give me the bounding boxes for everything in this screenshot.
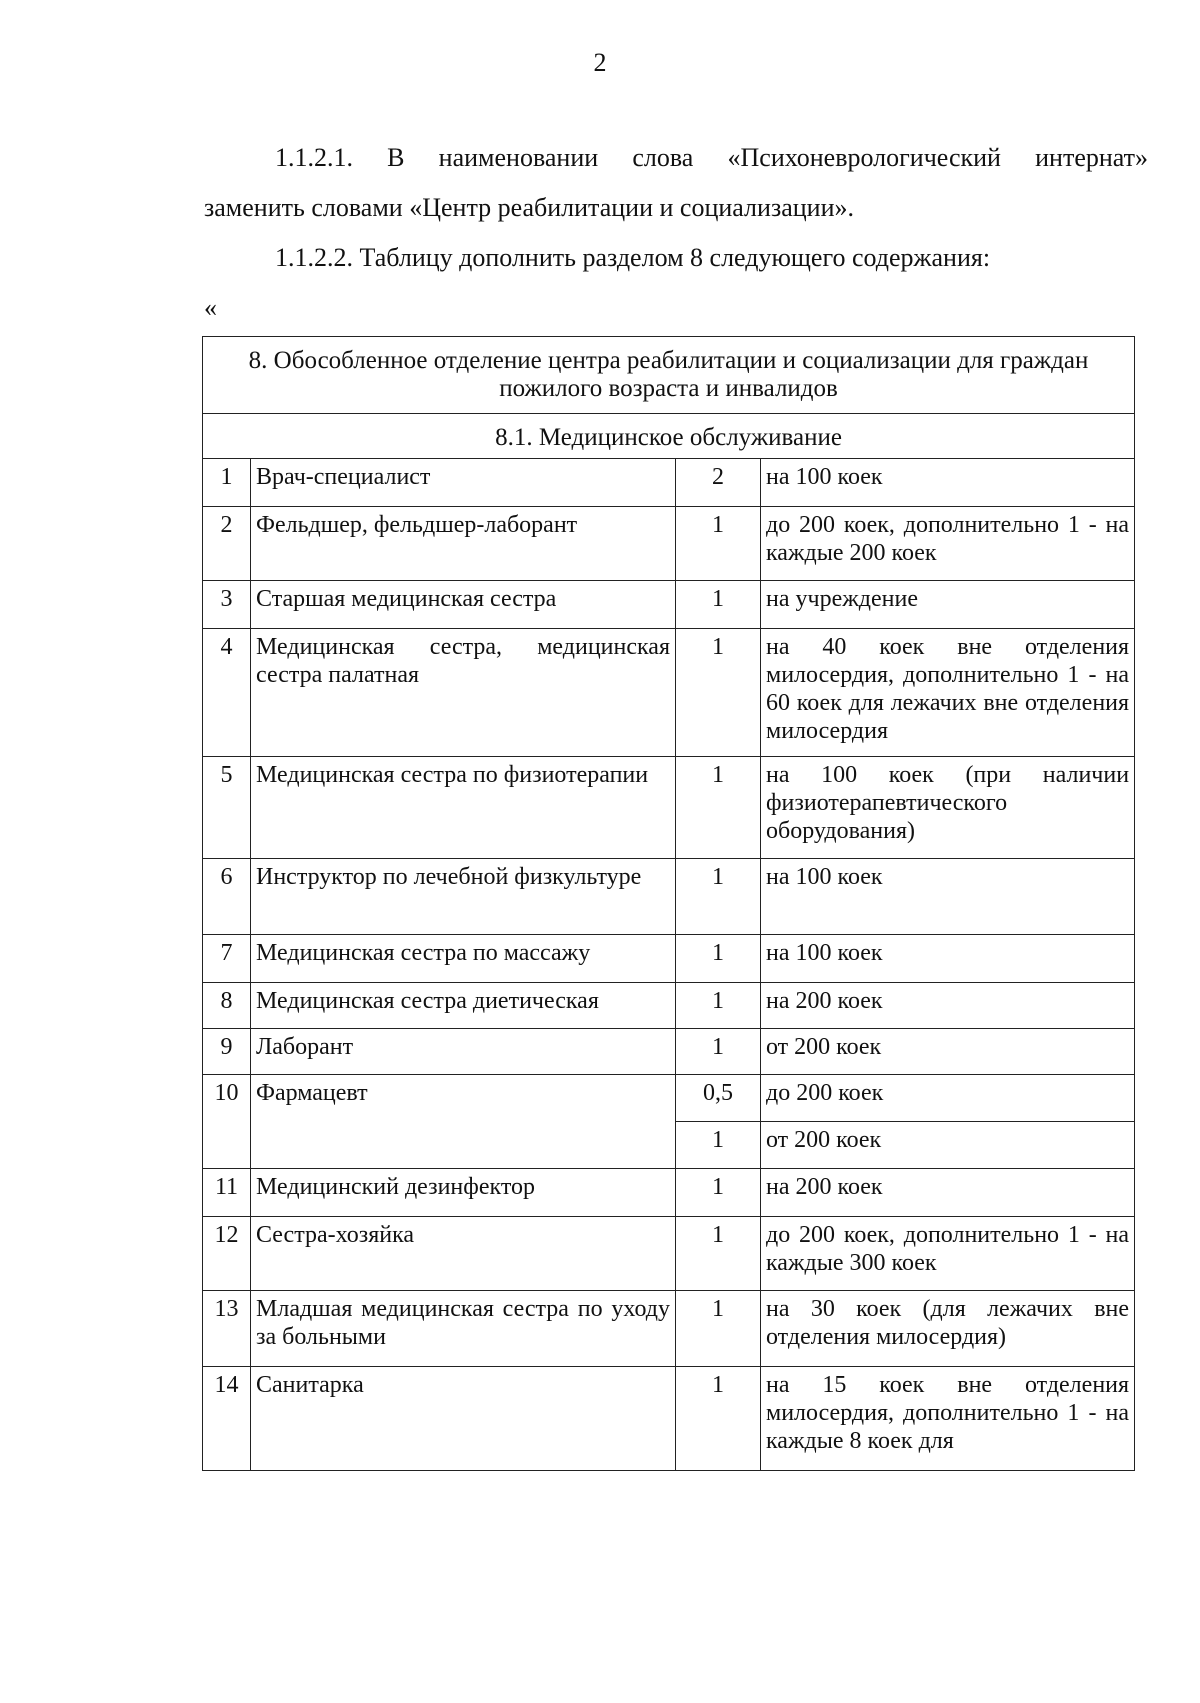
staff-units: 1 — [676, 629, 761, 757]
staffing-norm: на 200 коек — [761, 983, 1135, 1029]
table-row — [203, 935, 1135, 983]
subsection-title: 8.1. Медицинское обслуживание — [203, 414, 1135, 459]
position-name: Младшая медицинская сестра по уходу за больными — [251, 1291, 676, 1367]
table-row — [203, 1075, 1135, 1122]
staffing-norm: от 200 коек — [761, 1029, 1135, 1075]
position-name: Медицинский дезинфектор — [251, 1169, 676, 1217]
table-row — [203, 1169, 1135, 1217]
staff-units: 1 — [676, 935, 761, 983]
table-row — [203, 757, 1135, 859]
row-number: 10 — [203, 1075, 251, 1169]
row-number: 11 — [203, 1169, 251, 1217]
staff-units: 1 — [676, 757, 761, 859]
staff-units: 1 — [676, 1217, 761, 1291]
staff-units: 0,5 — [676, 1075, 761, 1122]
staff-units: 1 — [676, 983, 761, 1029]
table-row — [203, 1217, 1135, 1291]
position-name: Врач-специалист — [251, 459, 676, 507]
row-number: 4 — [203, 629, 251, 757]
table-row — [203, 1291, 1135, 1367]
table-row — [203, 581, 1135, 629]
staff-units: 1 — [676, 1291, 761, 1367]
row-number: 14 — [203, 1367, 251, 1471]
table-row — [203, 1029, 1135, 1075]
position-name: Санитарка — [251, 1367, 676, 1471]
staff-units: 1 — [676, 1029, 761, 1075]
paragraph-1-1-2-2: 1.1.2.2. Таблицу дополнить разделом 8 следующего содержания: — [275, 243, 991, 272]
staffing-norm: на учреждение — [761, 581, 1135, 629]
row-number: 8 — [203, 983, 251, 1029]
row-number: 9 — [203, 1029, 251, 1075]
position-name: Фармацевт — [251, 1075, 676, 1169]
position-name: Фельдшер, фельдшер-лаборант — [251, 507, 676, 581]
staffing-norm: на 30 коек (для лежачих вне отделения милосердия) — [761, 1291, 1135, 1367]
table-row — [203, 983, 1135, 1029]
position-name: Медицинская сестра по массажу — [251, 935, 676, 983]
row-number: 12 — [203, 1217, 251, 1291]
row-number: 2 — [203, 507, 251, 581]
row-number: 13 — [203, 1291, 251, 1367]
staffing-norm: на 100 коек — [761, 935, 1135, 983]
staff-units: 1 — [676, 1169, 761, 1217]
table-row — [203, 459, 1135, 507]
staff-units: 1 — [676, 859, 761, 935]
opening-quote: « — [204, 293, 217, 322]
paragraph-1-1-2-1: 1.1.2.1. В наименовании слова «Психоневрологический интернат» — [275, 143, 1148, 172]
row-number: 3 — [203, 581, 251, 629]
staff-units: 1 — [676, 507, 761, 581]
table-row — [203, 629, 1135, 757]
staffing-norm: до 200 коек, дополнительно 1 - на каждые 200 коек — [761, 507, 1135, 581]
staffing-norm: на 100 коек (при наличии физиотерапевтического оборудования) — [761, 757, 1135, 859]
position-name: Медицинская сестра по физиотерапии — [251, 757, 676, 859]
staffing-norm: до 200 коек — [761, 1075, 1135, 1122]
row-number: 1 — [203, 459, 251, 507]
staff-units: 1 — [676, 1122, 761, 1169]
staffing-norm: от 200 коек — [761, 1122, 1135, 1169]
staff-units: 1 — [676, 1367, 761, 1471]
row-number: 7 — [203, 935, 251, 983]
staff-units: 1 — [676, 581, 761, 629]
staffing-norm: на 100 коек — [761, 859, 1135, 935]
position-name: Сестра-хозяйка — [251, 1217, 676, 1291]
page-number: 2 — [593, 48, 607, 77]
paragraph-1-1-2-1-continued: заменить словами «Центр реабилитации и социализации». — [204, 193, 854, 222]
staffing-table — [202, 336, 1135, 1471]
position-name: Медицинская сестра, медицинская сестра палатная — [251, 629, 676, 757]
staff-units: 2 — [676, 459, 761, 507]
row-number: 6 — [203, 859, 251, 935]
staffing-norm: на 15 коек вне отделения милосердия, дополнительно 1 - на каждые 8 коек для — [761, 1367, 1135, 1471]
subsection-header-row — [203, 414, 1135, 459]
staffing-norm: на 100 коек — [761, 459, 1135, 507]
position-name: Старшая медицинская сестра — [251, 581, 676, 629]
section-title: 8. Обособленное отделение центра реабилитации и социализации для граждан пожилого возраста и инвалидов — [203, 337, 1135, 414]
table-row — [203, 507, 1135, 581]
position-name: Инструктор по лечебной физкультуре — [251, 859, 676, 935]
position-name: Лаборант — [251, 1029, 676, 1075]
section-header-row — [203, 337, 1135, 414]
row-number: 5 — [203, 757, 251, 859]
table-row — [203, 1367, 1135, 1471]
staffing-norm: на 200 коек — [761, 1169, 1135, 1217]
staffing-norm: до 200 коек, дополнительно 1 - на каждые 300 коек — [761, 1217, 1135, 1291]
staffing-norm: на 40 коек вне отделения милосердия, дополнительно 1 - на 60 коек для лежачих вне отделения милосердия — [761, 629, 1135, 757]
table-row — [203, 859, 1135, 935]
position-name: Медицинская сестра диетическая — [251, 983, 676, 1029]
